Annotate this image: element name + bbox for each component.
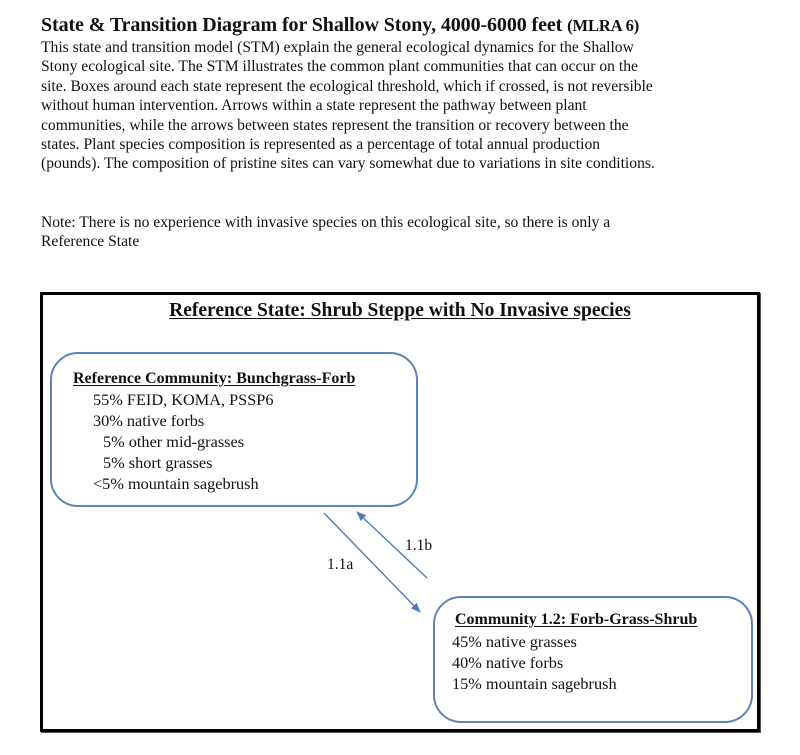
intro-line: communities, while the arrows between states represent the transition or recovery between the	[41, 116, 629, 134]
community-item: <5% mountain sagebrush	[93, 474, 259, 493]
community-item: 15% mountain sagebrush	[452, 674, 617, 693]
pathway-label-1-1b: 1.1b	[405, 537, 433, 554]
intro-line: Stony ecological site. The STM illustrates the common plant communities that can occur on the	[41, 58, 638, 76]
state-title: Reference State: Shrub Steppe with No Invasive species	[169, 300, 631, 321]
community-item: 30% native forbs	[93, 411, 205, 430]
intro-line: states. Plant species composition is represented as a percentage of total annual production	[41, 136, 601, 154]
intro-line: without human intervention. Arrows within a state represent the pathway between plant	[41, 97, 587, 115]
community-item: 40% native forbs	[452, 653, 564, 672]
community-item: 5% other mid-grasses	[103, 432, 245, 451]
community-item: 55% FEID, KOMA, PSSP6	[93, 390, 274, 409]
community-item: 5% short grasses	[103, 453, 213, 472]
community-1-2-title: Community 1.2: Forb-Grass-Shrub	[455, 611, 698, 628]
page-title-suffix: (MLRA 6)	[567, 16, 640, 35]
note-line: Reference State	[41, 233, 140, 251]
intro-line: This state and transition model (STM) explain the general ecological dynamics for the Shallow	[41, 39, 634, 56]
reference-community-title: Reference Community: Bunchgrass-Forb	[73, 370, 356, 387]
page-title-main: State & Transition Diagram for Shallow Stony, 4000-6000 feet	[41, 14, 563, 36]
intro-line: site. Boxes around each state represent the ecological threshold, which if crossed, is not reversible	[41, 77, 653, 95]
note-line: Note: There is no experience with invasive species on this ecological site, so there is only a	[41, 214, 611, 231]
intro-line: (pounds). The composition of pristine sites can vary somewhat due to variations in site conditions.	[41, 155, 655, 173]
community-item: 45% native grasses	[452, 632, 577, 651]
pathway-label-1-1a: 1.1a	[327, 556, 354, 573]
